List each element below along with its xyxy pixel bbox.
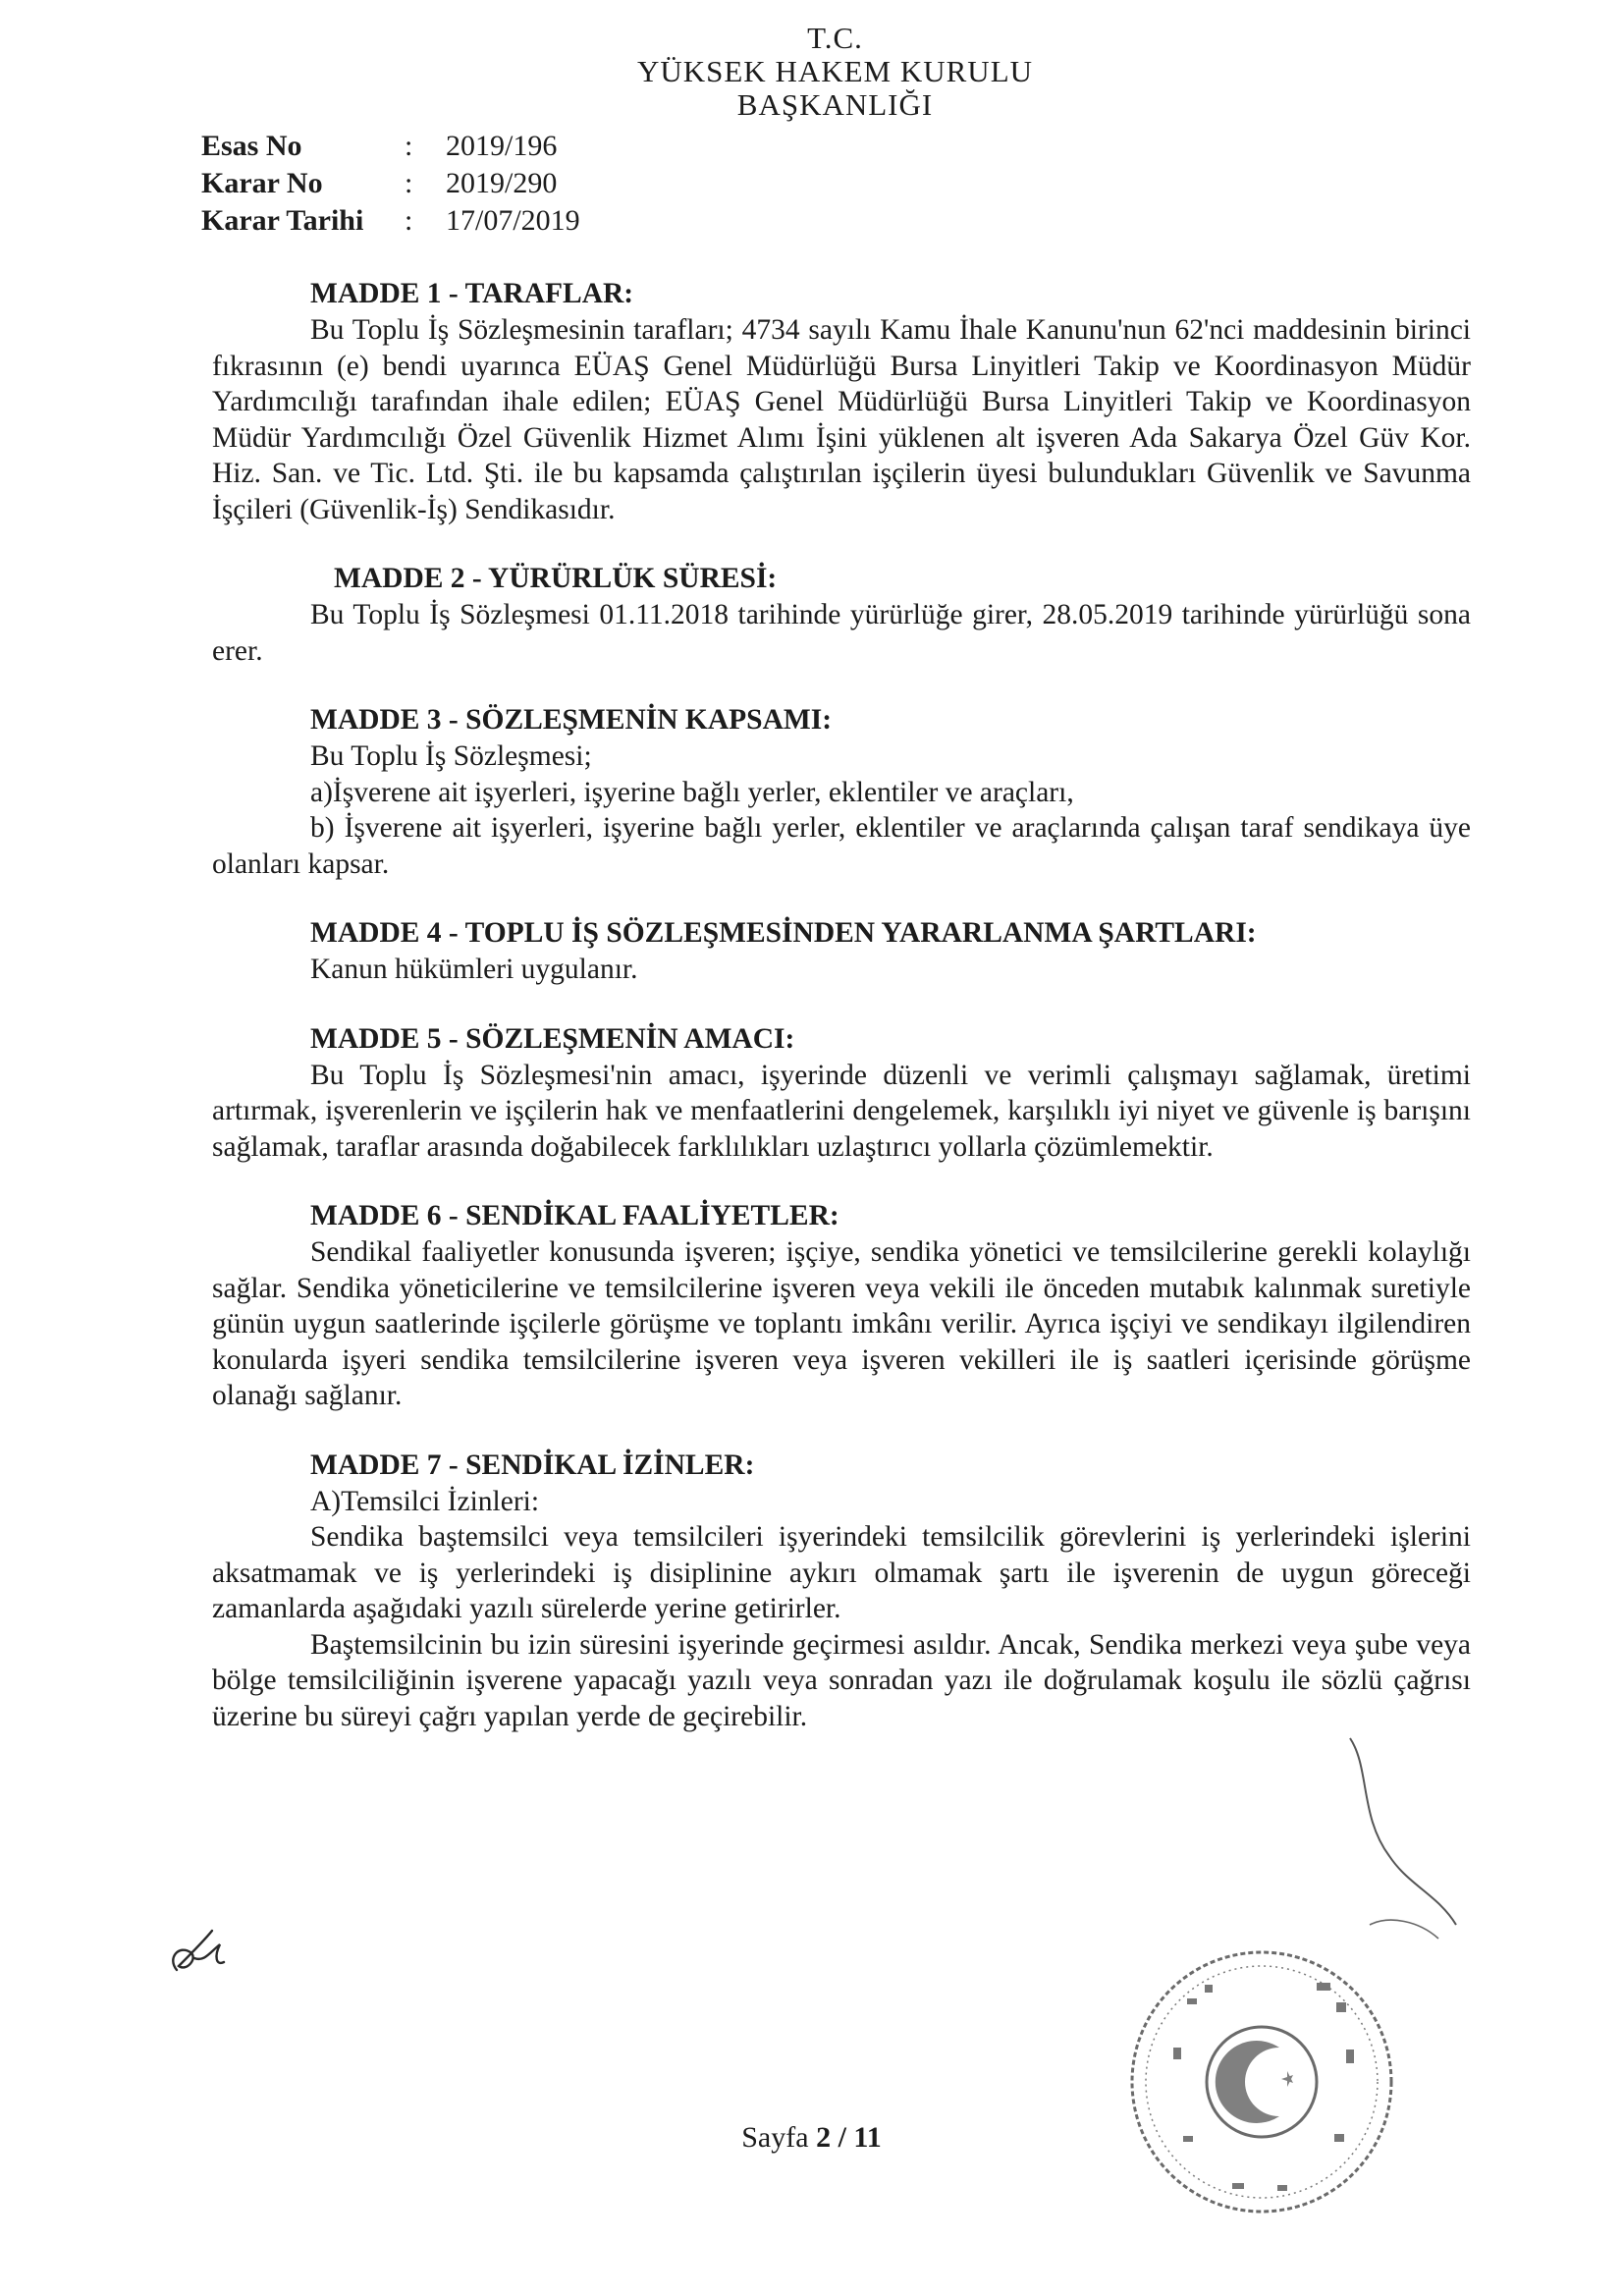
article-title: MADDE 7 - SENDİKAL İZİNLER: [310, 1449, 755, 1481]
meta-value: 2019/290 [446, 167, 558, 199]
article-7 [212, 1447, 1471, 1735]
meta-value: 2019/196 [446, 130, 558, 162]
article-paragraph: Bu Toplu İş Sözleşmesinin tarafları; 4734 sayılı Kamu İhale Kanunu'nun 62'nci maddesinin birinci fıkrasının (e) bendi uyarınca EÜAŞ Genel Müdürlüğü Bursa Linyitleri Takip ve Koordinasyon Müdür Yardımcılığı tarafından ihale edilen; EÜAŞ Genel Müdürlüğü Bursa Linyitleri Takip ve Koordinasyon Müdür Yardımcılığı Özel Güvenlik Hizmet Alımı İşini yüklenen alt işveren Ada Sakarya Özel Güv Kor. Hiz. San. ve Tic. Ltd. Şti. ile bu kapsamda çalıştırılan işçilerin üyesi bulundukları Güvenlik ve Savunma İşçileri (Güvenlik-İş) Sendikasıdır. [212, 314, 1471, 525]
article-3 [212, 701, 1471, 882]
header-line-2: YÜKSEK HAKEM KURULU [636, 54, 1034, 88]
article-4 [212, 914, 1471, 988]
document-header [0, 22, 1623, 122]
article-5 [212, 1020, 1471, 1166]
article-paragraph: Bu Toplu İş Sözleşmesi 01.11.2018 tarihinde yürürlüğe girer, 28.05.2019 tarihinde yürürlüğü sona erer. [212, 599, 1471, 667]
meta-value: 17/07/2019 [446, 204, 580, 237]
header-line-1: T.C. [807, 21, 863, 55]
article-1 [212, 275, 1471, 527]
article-paragraph: Bu Toplu İş Sözleşmesi; [310, 740, 592, 772]
meta-label: Esas No [201, 130, 302, 162]
page-label: Sayfa [741, 2121, 809, 2154]
article-title: MADDE 3 - SÖZLEŞMENİN KAPSAMI: [310, 704, 833, 736]
meta-colon: : [405, 204, 413, 237]
header-line-3: BAŞKANLIĞI [736, 87, 934, 122]
article-paragraph: Sendika baştemsilci veya temsilcileri işyerindeki temsilcilik görevlerini iş yerlerindeki işlerini aksatmamak ve iş yerlerindeki iş disiplinine aykırı olmamak şartı ile işverenin de uygun göreceği zamanlarda aşağıdaki yazılı sürelerde yerine getirirler. [212, 1521, 1471, 1624]
article-paragraph: Kanun hükümleri uygulanır. [310, 954, 638, 985]
article-title: MADDE 6 - SENDİKAL FAALİYETLER: [310, 1200, 839, 1231]
handwritten-initials [165, 1923, 234, 1992]
meta-label: Karar Tarihi [201, 204, 364, 237]
page-number: 2 / 11 [816, 2121, 882, 2154]
meta-label: Karar No [201, 167, 323, 199]
document-body [212, 275, 1471, 1767]
article-2 [212, 560, 1471, 669]
article-paragraph: A)Temsilci İzinleri: [310, 1485, 540, 1517]
meta-row-esas [201, 128, 580, 165]
page-footer [0, 2121, 1623, 2155]
article-title: MADDE 5 - SÖZLEŞMENİN AMACI: [310, 1022, 795, 1055]
article-title: MADDE 4 - TOPLU İŞ SÖZLEŞMESİNDEN YARARLANMA ŞARTLARI: [310, 917, 1257, 949]
article-paragraph: Bu Toplu İş Sözleşmesi'nin amacı, işyerinde düzenli ve verimli çalışmayı sağlamak, üretimi artırmak, işverenlerin ve işçilerin hak ve menfaatlerini dengelemek, karşılıklı iyi niyet ve güvenle iş barışını sağlamak, taraflar arasında doğabilecek farklılıkları uzlaştırıcı yollarla çözümlemektir. [212, 1059, 1471, 1163]
signature-mark [1330, 1728, 1468, 1944]
article-paragraph: Sendikal faaliyetler konusunda işveren; işçiye, sendika yönetici ve temsilcilerine gerekli kolaylığı sağlar. Sendika yöneticilerine ve temsilcilerine işveren veya vekili ile önceden mutabık kalınmak suretiyle günün uygun saatlerinde işçilerle görüşme ve toplantı imkânı verilir. Ayrıca işçiyi ve sendikayı ilgilendiren konularda işyeri sendika temsilcilerine işveren veya işveren vekilleri ile iş saatleri içerisinde görüşme olanağı sağlanır. [212, 1236, 1471, 1411]
article-paragraph: Baştemsilcinin bu izin süresini işyerinde geçirmesi asıldır. Ancak, Sendika merkezi veya şube veya bölge temsilciliğinin işverene yapacağı yazılı veya sonradan yazı ile doğrulamak koşulu ile sözlü çağrısı üzerine bu süreyi çağrı yapılan yerde de geçirebilir. [212, 1628, 1471, 1732]
meta-colon: : [405, 167, 413, 199]
article-paragraph: b) İşverene ait işyerleri, işyerine bağlı yerler, eklentiler ve araçlarında çalışan taraf sendikaya üye olanları kapsar. [212, 812, 1471, 880]
article-title: MADDE 2 - YÜRÜRLÜK SÜRESİ: [334, 563, 778, 594]
official-seal-stamp [1114, 1940, 1409, 2224]
meta-colon: : [405, 130, 413, 162]
article-6 [212, 1197, 1471, 1414]
article-title: MADDE 1 - TARAFLAR: [310, 278, 634, 309]
case-meta [201, 128, 580, 240]
meta-row-tarih [201, 202, 580, 240]
article-paragraph: a)İşverene ait işyerleri, işyerine bağlı yerler, eklentiler ve araçları, [310, 776, 1074, 808]
meta-row-karar [201, 165, 580, 202]
